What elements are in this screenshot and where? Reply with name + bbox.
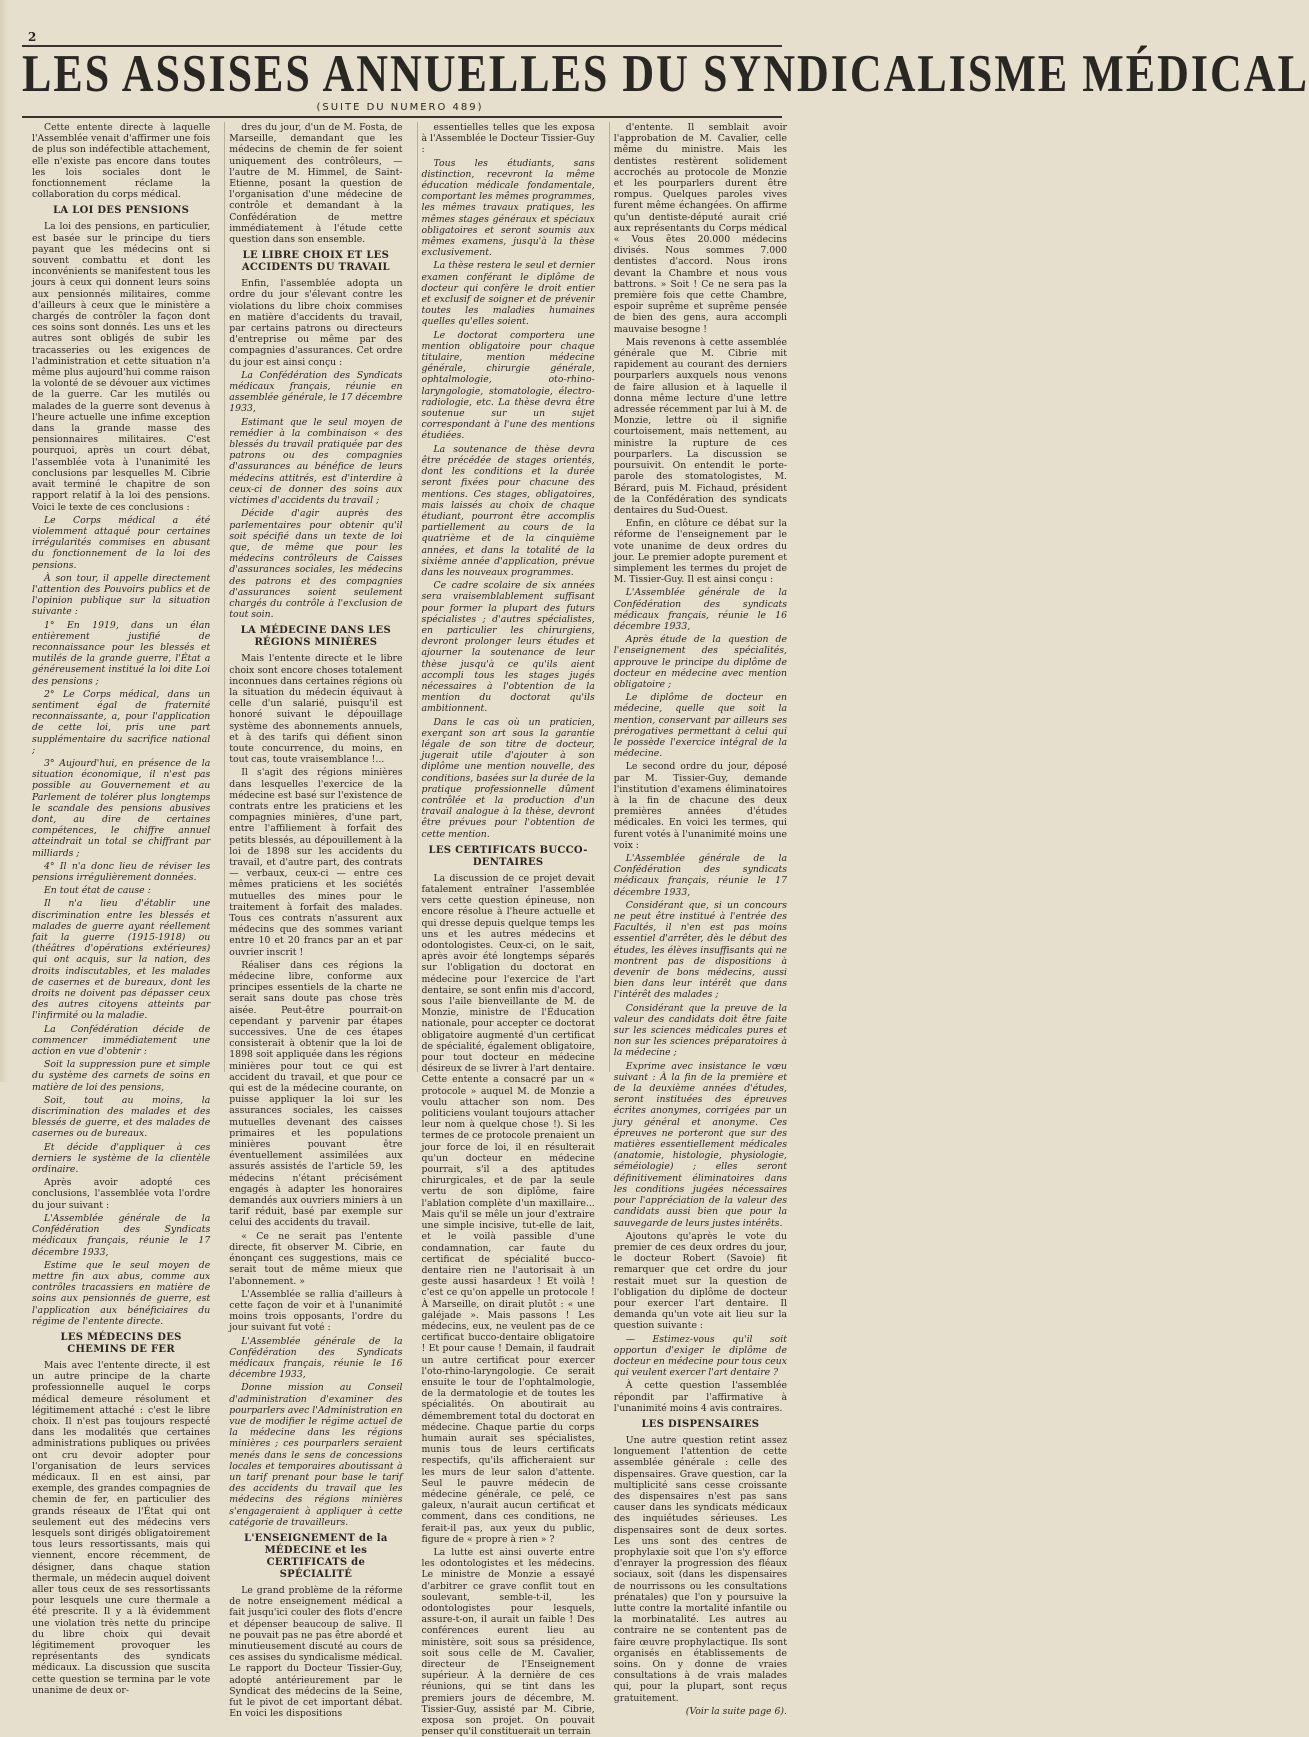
paragraph: L'Assemblée générale de la Confédération des Syndicats médicaux français, réunie le 16 décembre 1933, (229, 1335, 403, 1381)
bottom-rule (22, 116, 782, 118)
paragraph: La loi des pensions, en particulier, est basée sur le principe du tiers payant que les médecins ont si souvent combattu et dont les inconvénients se manifestent tous les jours à ceux qui donnent leurs soins aux pensionnés militaires, comme d'ailleurs à ceux que le ministère a chargés de contrôler la façon dont ces soins sont donnés. Les uns et les autres sont obligés de subir les tracasseries ou les exigences de l'administration et cette situation n'a même plus aujourd'hui comme raison la volonté de se dévouer aux victimes de la guerre. Car les mutilés ou malades de la guerre sont devenus à l'heure actuelle une infime exception dans la grande masse des pensionnaires militaires. C'est pourquoi, après un court débat, l'assemblée vota à l'unanimité les conclusions par lesquelles M. Cibrie avait terminé le chapitre de son rapport relatif à la loi des pensions. Voici le texte de ces conclusions : (32, 221, 211, 513)
paragraph: 4° Il n'a donc lieu de réviser les pensions irrégulièrement données. (32, 860, 211, 883)
paragraph: dres du jour, d'un de M. Fosta, de Marseille, demandant que les médecins de chemin de fer soient uniquement des contrôleurs, — l'autre de M. Himmel, de Saint-Etienne, posant la question de l'organisation d'une médecine de contrôle et demandant à la Confédération de mettre immédiatement à l'étude cette question dans son ensemble. (229, 122, 403, 246)
paragraph: Tous les étudiants, sans distinction, recevront la même éducation médicale fondamentale, comportant les mêmes programmes, les mêmes travaux pratiques, les mêmes stages généraux et spéciaux obligatoires et seront soumis aux mêmes examens, jusqu'à la thèse exclusivement. (421, 157, 595, 259)
paragraph: Exprime avec insistance le vœu suivant : À la fin de la première et de la deuxième années d'études, seront instituées des épreuves écrites anonymes, corrigées par un jury général et anonyme. Ces épreuves ne porteront que sur des matières essentiellement médicales (anatomie, histologie, physiologie, séméiologie) ; elles seront définitivement éliminatoires dans les conditions jugées nécessaires pour l'appréciation de la valeur des candidats aussi bien que pour la sauvegarde de leurs justes intérêts. (613, 1060, 787, 1229)
masthead-title: LES ASSISES ANNUELLES DU SYNDICALISME MÉDICAL (22, 43, 1309, 103)
paragraph: Considérant que la preuve de la valeur des candidats doit être faite sur les sciences médicales pures et non sur les sciences préparatoires à la médecine ; (613, 1002, 787, 1059)
paragraph: Estime que le seul moyen de mettre fin aux abus, comme aux contrôles tracassiers en matière de soins aux pensionnés de guerre, est l'application aux bénéficiaires du régime de l'entente directe. (32, 1259, 211, 1327)
paragraph: Ajoutons qu'après le vote du premier de ces deux ordres du jour, le docteur Robert (Savoie) fit remarquer que cet ordre du jour restait muet sur la question de l'obligation du diplôme de docteur pour exercer l'art dentaire. Il demanda qu'un vote ait lieu sur la question suivante : (613, 1230, 787, 1332)
paragraph: 2° Le Corps médical, dans un sentiment égal de fraternité reconnaissante, a, pour l'application de cette loi, pris une part supplémentaire du sacrifice national ; (32, 688, 211, 756)
paragraph: La discussion de ce projet devait fatalement entraîner l'assemblée vers cette question épineuse, non encore résolue à l'heure actuelle et qui dresse depuis quelque temps les uns et les autres médecins et odontologistes. Ceux-ci, on le sait, après avoir été longtemps séparés sur l'obligation du doctorat en médecine pour l'exercice de l'art dentaire, se sont enfin mis d'accord, sous l'aile bienveillante de M. de Monzie, ministre de l'Éducation nationale, pour accepter ce doctorat obligatoire augmenté d'un certificat de spécialité, également obligatoire, pour tout docteur en médecine désireux de se livrer à l'art dentaire. Cette entente a consacré par un « protocole » auquel M. de Monzie a voulu attacher son nom. Des politiciens voulant toujours attacher leur nom à quelque chose !). Si les termes de ce protocole prenaient un jour force de loi, il en résulterait qu'un docteur en médecine pourrait, s'il a des aptitudes chirurgicales, et de par la seule vertu de son diplôme, faire l'ablation complète d'un maxillaire... Mais qu'il se mêle un jour d'extraire une simple incisive, tut-elle de lait, et le voilà passible d'une condamnation, car faute du certificat de spécialité bucco-dentaire rien ne l'autorisait à un geste aussi hasardeux ! Et voilà ! c'est ce qu'on appelle un protocole ! À Marseille, on dirait plutôt : « une galéjade ». Mais passons ! Les médecins, eux, ne veulent pas de ce certificat bucco-dentaire obligatoire ! Et pour cause ! Demain, il faudrait un autre certificat pour exercer l'oto-rhino-laryngologie. Ce serait ensuite le tour de l'ophtalmologie, de la dermatologie et de toutes les spécialités. On aboutirait au démembrement total du doctorat en médecine. Chaque partie du corps humain aurait ses spécialistes, munis tous de leurs certificats respectifs, qu'ils afficheraient sur les murs de leur salon d'attente. Seul le pauvre médecin de médecine générale, ce pelé, ce galeux, n'aurait aucun certificat et comment, dans ces conditions, ne ferait-il pas, aux yeux du public, figure de « propre à rien » ? (421, 872, 595, 1545)
paragraph: Donne mission au Conseil d'administration d'examiner des pourparlers avec l'Administration en vue de modifier le régime actuel de la médecine dans les régions minières ; ces pourparlers seraient menés dans le sens de concessions locales et temporaires aboutissant à un tarif prenant pour base le tarif des accidents du travail que les médecins des régions minières s'engageraient à appliquer à cette catégorie de travailleurs. (229, 1382, 403, 1528)
paragraph: Soit la suppression pure et simple du système des carnets de soins en matière de loi des pensions, (32, 1059, 211, 1093)
section-heading: LA LOI DES PENSIONS (53, 205, 190, 217)
paragraph: L'Assemblée générale de la Confédération des syndicats médicaux français, réunie le 16 décembre 1933, (613, 587, 787, 632)
paragraph: Enfin, l'assemblée adopta un ordre du jour s'élevant contre les violations du libre choix commises en matière d'accidents du travail, par certains patrons ou directeurs d'entreprise ou même par des compagnies d'assurances. Cet ordre du jour est ainsi conçu : (229, 278, 403, 368)
paragraph: Il n'a lieu d'établir une discrimination entre les blessés et malades de guerre ayant réellement fait la guerre (1915-1918) ou (théâtres d'opérations extérieures) qui ont acquis, sur la nation, des droits indiscutables, et les malades de casernes et de bureaux, dont les droits ne doivent pas dépasser ceux des autres citoyens atteints par l'infirmité ou la maladie. (32, 898, 211, 1022)
paragraph: 1° En 1919, dans un élan entièrement justifié de reconnaissance pour les blessés et mutilés de la grande guerre, l'État a généreusement institué la loi dite Loi des pensions ; (32, 619, 211, 687)
paragraph: Mais revenons à cette assemblée générale que M. Cibrie mit rapidement au courant des derniers pourparlers auxquels nous venons de faire allusion et à laquelle il donna même lecture d'une lettre adressée récemment par lui à M. de Monzie, lettre où il signifie courtoisement, mais nettement, au ministre la rupture de ces pourparlers. La discussion se poursuivit. On entendit le porte-parole des stomatologistes, M. Bérard, puis M. Fichaud, président de la Confédération des syndicats dentaires du Sud-Ouest. (613, 336, 787, 516)
section-heading: L'ENSEIGNEMENT de la MÉDECINE et les CERTIFICATS de SPÉCIALITÉ (244, 1532, 388, 1580)
section-heading: LES DISPENSAIRES (641, 1418, 760, 1430)
paragraph: L'Assemblée générale de la Confédération des Syndicats médicaux français, réunie le 17 décembre 1933, (32, 1212, 211, 1258)
paragraph: Après étude de la question de l'enseignement des spécialités, approuve le principe du diplôme de docteur en médecine avec mention obligatoire ; (613, 634, 787, 690)
paragraph: La thèse restera le seul et dernier examen conférant le diplôme de docteur qui confère le droit entier et exclusif de soigner et de prévenir toutes les maladies humaines quelles qu'elles soient. (421, 260, 595, 328)
paragraph: Décide d'agir auprès des parlementaires pour obtenir qu'il soit spécifié dans un texte de loi que, de même que pour les médecins contrôleurs de Caisses d'assurances sociales, les médecins des patrons et des compagnies d'assurances soient seulement chargés du contrôle à l'exclusion de tout soin. (229, 508, 403, 621)
column-1 (32, 122, 211, 1696)
paragraph: — Estimez-vous qu'il soit opportun d'exiger le diplôme de docteur en médecine pour tous ceux qui veulent exercer l'art dentaire ? (613, 1333, 787, 1379)
article-columns (32, 122, 787, 1737)
paragraph: 3° Aujourd'hui, en présence de la situation économique, il n'est pas possible au Gouvernement et au Parlement de tolérer plus longtemps le scandale des pensions abusives dont, au dire de certaines compétences, le chiffre annuel atteindrait un total se chiffrant par milliards ; (32, 757, 211, 859)
paragraph: Le grand problème de la réforme de notre enseignement médical a fait jusqu'ici couler des flots d'encre et dépenser beaucoup de salive. Il ne pouvait pas ne pas être abordé et minutieusement discuté au cours de ces assises du syndicalisme médical. Le rapport du Docteur Tissier-Guy, adopté antérieurement par le Syndicat des médecins de la Seine, fut le pivot de cet important débat. En voici les dispositions (229, 1584, 403, 1720)
paragraph: essentielles telles que les exposa à l'Assemblée le Docteur Tissier-Guy : (421, 122, 595, 156)
paragraph: Après avoir adopté ces conclusions, l'assemblée vota l'ordre du jour suivant : (32, 1177, 211, 1211)
paragraph: Considérant que, si un concours ne peut être institué à l'entrée des Facultés, il n'en est pas moins essentiel d'arrêter, dès le début des études, les élèves insuffisants qui ne montrent pas de dispositions à devenir de bons médecins, aussi bien dans leur intérêt que dans l'intérêt des malades ; (613, 899, 787, 1001)
paragraph: La Confédération décide de commencer immédiatement une action en vue d'obtenir : (32, 1023, 211, 1058)
paragraph: Cette entente directe à laquelle l'Assemblée venait d'affirmer une fois de plus son indéfectible attachement, elle n'existe pas encore dans toutes les lois sociales dont le fonctionnement réclame la collaboration du corps médical. (32, 122, 211, 201)
paragraph: d'entente. Il semblait avoir l'approbation de M. Cavalier, celle même du ministre. Mais les dentistes restèrent solidement accrochés au protocole de Monzie et les pourparlers durent être rompus. Quelques paroles vives furent même échangées. On affirme qu'un dentiste-député aurait crié aux représentants du Corps médical « Vous êtes 20.000 médecins divisés. Nous sommes 7.000 dentistes d'accord. Nous irons devant la Chambre et nous vous battrons. » Soit ! Ce ne sera pas la première fois que cette Chambre, espoir suprême et suprême pensée de bien des gens, aura accompli mauvaise besogne ! (613, 122, 787, 335)
paragraph: Enfin, en clôture ce débat sur la réforme de l'enseignement par le vote unanime de deux ordres du jour. Le premier adopte purement et simplement les termes du projet de M. Tissier-Guy. Il est ainsi conçu : (613, 518, 787, 586)
paragraph: Le doctorat comportera une mention obligatoire pour chaque titulaire, mention médecine générale, chirurgie générale, ophtalmologie, oto-rhino-laryngologie, stomatologie, électro-radiologie, etc. La thèse devra être soutenue sur un sujet correspondant à l'une des mentions étudiées. (421, 329, 595, 442)
paragraph: Le diplôme de docteur en médecine, quelle que soit la mention, conservant par ailleurs ses prérogatives permettant à celui qui le possède l'exercice intégral de la médecine. (613, 692, 787, 760)
page-number: 2 (28, 30, 37, 44)
section-heading: LES MÉDECINS DES CHEMINS DE FER (60, 1331, 182, 1355)
paragraph: L'Assemblée générale de la Confédération des syndicats médicaux français, réunie le 17 décembre 1933, (613, 853, 787, 898)
paragraph: « Ce ne serait pas l'entente directe, fit observer M. Cibrie, en énonçant ces suggestions, mais ce serait tout de même mieux que l'abonnement. » (229, 1230, 403, 1287)
paragraph: La soutenance de thèse devra être précédée de stages orientés, dont les conditions et la durée seront fixées pour chacune des mentions. Ces stages, obligatoires, mais laissés au choix de chaque étudiant, pourront être accomplis partiellement au cours de la quatrième et de la cinquième années, et dans la totalité de la sixième année d'application, prévue dans les nouveaux programmes. (421, 443, 595, 578)
page-edge (0, 0, 8, 1082)
column-4 (609, 122, 787, 1717)
paragraph: Ce cadre scolaire de six années sera vraisemblablement suffisant pour former la plupart des futurs spécialistes ; d'autres spécialistes, en particulier les chirurgiens, devront prolonger leurs études et ajourner la soutenance de leur thèse jusqu'à ce qu'ils aient accompli tous les stages jugés nécessaires à l'obtention de la mention du doctorat qu'ils ambitionnent. (421, 580, 595, 715)
section-heading: LA MÉDECINE DANS LES RÉGIONS MINIÈRES (240, 625, 392, 649)
paragraph: Réaliser dans ces régions la médecine libre, conforme aux principes essentiels de la charte ne serait sans doute pas chose très aisée. Peut-être pourrait-on cependant y parvenir par étapes successives. Une de ces étapes consisterait à obtenir que la loi de 1898 soit appliquée dans les régions minières pour tout ce qui est accident du travail, et que pour ce qui est de la médecine courante, on puisse appliquer la loi sur les assurances sociales, les caisses mutuelles devenant des caisses primaires et les populations minières pouvant être éventuellement assimilées aux assurés assistés de l'article 59, les médecins n'étant précisément engagés à adapter les honoraires demandés aux ouvriers miniers à un tarif réduit, basé par exemple sur celui des accidents du travail. (229, 959, 403, 1229)
paragraph: Mais l'entente directe et le libre choix sont encore choses totalement inconnues dans certaines régions où la situation du médecin équivaut à celle d'un salarié, puisqu'il est honoré suivant le dépouillage système des abonnements annuels, et à des tarifs qui défient sinon toute concurrence, du moins, en tout cas, toute vraisemblance !... (229, 653, 403, 766)
paragraph: À son tour, il appelle directement l'attention des Pouvoirs publics et de l'opinion publique sur la situation suivante : (32, 572, 211, 618)
column-2 (224, 122, 403, 1720)
paragraph: Et décide d'appliquer à ces derniers le système de la clientèle ordinaire. (32, 1141, 211, 1176)
paragraph: Dans le cas où un praticien, exerçant son art sous la garantie légale de son titre de docteur, jugerait utile d'ajouter à son diplôme une mention nouvelle, des conditions, basées sur la durée de la pratique professionnelle dûment contrôlée et la production d'un travail analogue à la thèse, devront être prévues pour l'obtention de cette mention. (421, 716, 595, 840)
paragraph: À cette question l'assemblée répondit par l'affirmative à l'unanimité moins 4 avis contraires. (613, 1380, 787, 1414)
section-heading: LES CERTIFICATS BUCCO-DENTAIRES (428, 844, 588, 868)
paragraph: Une autre question retint assez longuement l'attention de cette assemblée générale : celle des dispensaires. Grave question, car la multiplicité sans cesse croissante des dispensaires n'est pas sans causer dans les syndicats médicaux des inquiétudes sérieuses. Les dispensaires sont de deux sortes. Les uns sont des centres de prophylaxie soit que l'on s'y efforce d'enrayer la progression des fléaux sociaux, soit (dans les dispensaires de nourrissons ou les consultations prénatales) que l'on y poursuive la lutte contre la mortalité infantile ou la morbinatalité. Les autres au contraire ne se contentent pas de faire œuvre prophylactique. Ils sont organisés en établissements de soins. On y donne de vraies consultations à de vrais malades qui, pour la plupart, sont reçus gratuitement. (613, 1434, 787, 1704)
column-3 (417, 122, 595, 1737)
paragraph: La Confédération des Syndicats médicaux français, réunie en assemblée générale, le 17 décembre 1933, (229, 369, 403, 415)
masthead-subtitle: (SUITE DU NUMERO 489) (316, 102, 484, 113)
paragraph: L'Assemblée se rallia d'ailleurs à cette façon de voir et à l'unanimité moins trois opposants, l'ordre du jour suivant fut voté : (229, 1288, 403, 1334)
masthead (22, 43, 1309, 103)
section-heading: LE LIBRE CHOIX ET LES ACCIDENTS DU TRAVAIL (241, 250, 390, 274)
paragraph: Le second ordre du jour, déposé par M. Tissier-Guy, demande l'institution d'examens éliminatoires à la fin de chacune des deux premières années d'études médicales. En voici les termes, qui furent votés à l'unanimité moins une voix : (613, 761, 787, 851)
paragraph: La lutte est ainsi ouverte entre les odontologistes et les médecins. Le ministre de Monzie a essayé d'arbitrer ce grave conflit tout en soulevant, semble-t-il, les odontologistes pour lesquels, assure-t-on, il aurait un faible ! Des conférences eurent lieu au ministère, soit sous sa présidence, soit sous celle de M. Cavalier, directeur de l'Enseignement supérieur. À la dernière de ces réunions, qui se tint dans les premiers jours de décembre, M. Tissier-Guy, assisté par M. Cibrie, exposa son projet. On pouvait penser qu'il constituerait un terrain (421, 1546, 595, 1737)
paragraph: Il s'agit des régions minières dans lesquelles l'exercice de la médecine est basé sur l'existence de contrats entre les praticiens et les compagnies minières, d'une part, entre l'affiliement à forfait des petits blessés, au dépouillement à la loi de 1898 sur les accidents du travail, et d'autre part, des contrats — verbaux, ceux-ci — entre ces mêmes praticiens et les sociétés mutuelles des mines pour le traitement à forfait des malades. Tous ces contrats n'assurent aux médecins que des sommes variant entre 10 et 20 francs par an et par ouvrier inscrit ! (229, 767, 403, 958)
paragraph: En tout état de cause : (44, 885, 151, 897)
paragraph: Mais avec l'entente directe, il est un autre principe de la charte professionnelle auquel le corps médical demeure résolument et légitimement attaché : c'est le libre choix. Il n'est pas toujours respecté dans les modalités que certaines administrations publiques ou privées ont cru devoir adopter pour l'organisation de leurs services médicaux. Il en est ainsi, par exemple, des grandes compagnies de chemin de fer, en particulier des grands réseaux de l'État qui ont seulement eut des médecins vers lesquels sont dirigés obligatoirement tous leurs ressortissants, mais qui viennent, encore récemment, de désigner, dans chaque station thermale, un médecin auquel doivent aller tous ceux de ses ressortissants pour lesquels une cure thermale a été prescrite. Il y a là évidemment une violation très nette du principe du libre choix qui devait légitimement provoquer les représentants des syndicats médicaux. La discussion que suscita cette question se termina par le vote unanime de deux or- (32, 1359, 211, 1696)
paragraph: Soit, tout au moins, la discrimination des malades et des blessés de guerre, et des malades de casernes ou de bureaux. (32, 1094, 211, 1140)
paragraph: (Voir la suite page 6). (685, 1705, 787, 1717)
paragraph: Estimant que le seul moyen de remédier à la combinaison « des blessés du travail pratiquée par des patrons ou des compagnies d'assurances au bénéfice de leurs médecins attitrés, est d'interdire à ceux-ci de donner des soins aux victimes d'accidents du travail ; (229, 416, 403, 507)
paragraph: Le Corps médical a été violemment attaqué pour certaines irrégularités commises en abusant du fonctionnement de la loi des pensions. (32, 514, 211, 571)
